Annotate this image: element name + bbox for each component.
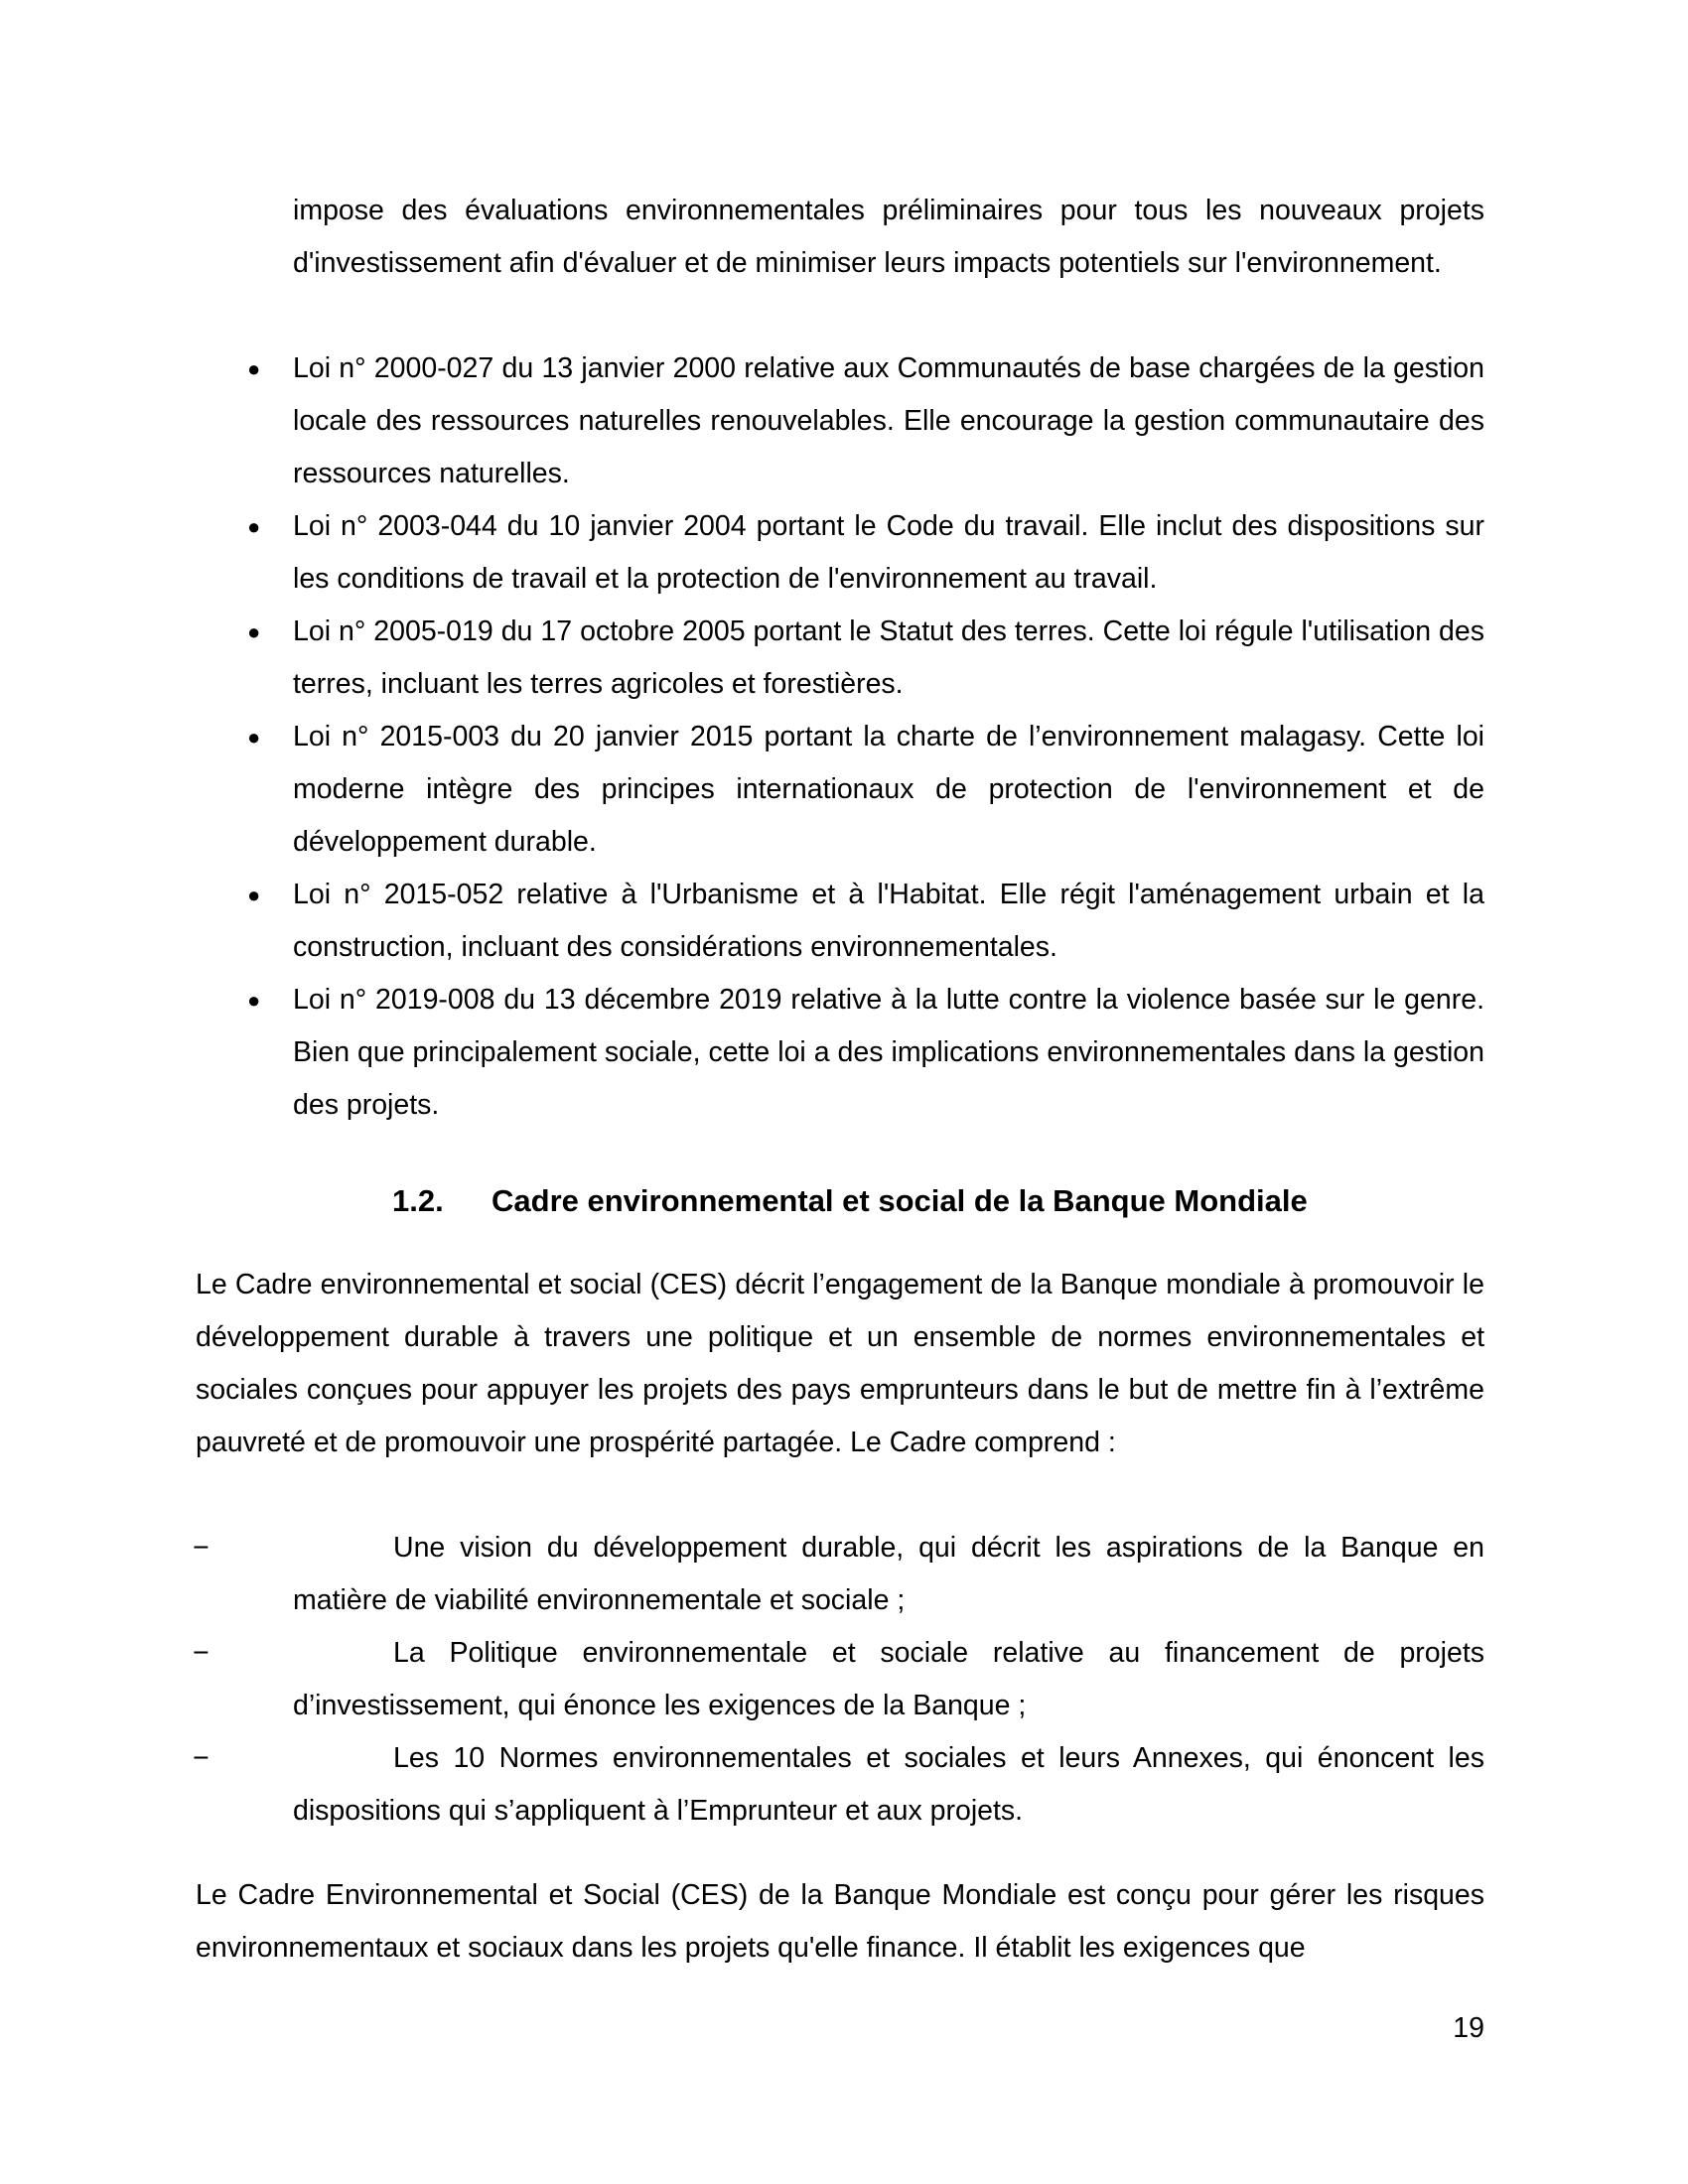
dash-icon: −: [193, 1637, 210, 1669]
section-heading: [392, 1181, 1308, 1221]
list-item-text: Loi n° 2019-008 du 13 décembre 2019 relative à la lutte contre la violence basée sur le genre. Bien que principalement sociale, cette loi a des implications environnementales dans la gestion des projets.: [293, 984, 1484, 1121]
list-item-text: Loi n° 2015-003 du 20 janvier 2015 portant la charte de l’environnement malagasy. Cette loi moderne intègre des principes internationaux de protection de l'environnement et de développement durable.: [293, 721, 1484, 858]
list-item-text: Les 10 Normes environnementales et sociales et leurs Annexes, qui énoncent les dispositions qui s’appliquent à l’Emprunteur et aux projets.: [293, 1742, 1484, 1827]
list-item: [193, 1732, 1484, 1838]
list-item-text: Loi n° 2005-019 du 17 octobre 2005 portant le Statut des terres. Cette loi régule l'utilisation des terres, incluant les terres agricoles et forestières.: [293, 615, 1484, 700]
list-item: [247, 500, 1484, 606]
dash-icon: −: [193, 1742, 210, 1774]
list-item-text: Loi n° 2000-027 du 13 janvier 2000 relative aux Communautés de base chargées de la gestion locale des ressources naturelles renouvelables. Elle encourage la gestion communautaire des ressources naturelles.: [293, 352, 1484, 489]
list-item: [247, 869, 1484, 974]
law-bullet-list: [247, 342, 1484, 1132]
list-item-text: Loi n° 2015-052 relative à l'Urbanisme et à l'Habitat. Elle régit l'aménagement urbain et la construction, incluant des considérations environnementales.: [293, 879, 1484, 963]
bullet-icon: ●: [247, 988, 261, 1013]
bullet-icon: ●: [247, 883, 261, 907]
continuation-paragraph: impose des évaluations environnementales préliminaires pour tous les nouveaux projets d'investissement afin d'évaluer et de minimiser leurs impacts potentiels sur l'environnement.: [293, 195, 1484, 279]
bullet-icon: ●: [247, 356, 261, 381]
list-item-text: La Politique environnementale et sociale relative au financement de projets d’investissement, qui énonce les exigences de la Banque ;: [293, 1637, 1484, 1721]
list-item: [247, 974, 1484, 1132]
bullet-icon: ●: [247, 725, 261, 750]
list-item: [193, 1522, 1484, 1627]
list-item: [247, 711, 1484, 869]
page-number: 19: [1453, 2012, 1484, 2044]
list-item-text: Loi n° 2003-044 du 10 janvier 2004 portant le Code du travail. Elle inclut des dispositions sur les conditions de travail et la protection de l'environnement au travail.: [293, 510, 1484, 595]
dash-icon: −: [193, 1532, 210, 1564]
list-item: [247, 342, 1484, 500]
bullet-icon: ●: [247, 514, 261, 539]
list-item: [193, 1627, 1484, 1732]
section-number: 1.2.: [392, 1183, 444, 1218]
list-item: [247, 606, 1484, 711]
intro-paragraph: Le Cadre environnemental et social (CES) décrit l’engagement de la Banque mondiale à promouvoir le développement durable à travers une politique et un ensemble de normes environnementales et sociales conçues pour appuyer les projets des pays emprunteurs dans le but de mettre fin à l’extrême pauvreté et de promouvoir une prospérité partagée. Le Cadre comprend :: [196, 1269, 1484, 1458]
section-title: Cadre environnemental et social de la Banque Mondiale: [492, 1183, 1308, 1218]
framework-dash-list: [193, 1522, 1484, 1838]
closing-paragraph: Le Cadre Environnemental et Social (CES) de la Banque Mondiale est conçu pour gérer les risques environnementaux et sociaux dans les projets qu'elle finance. Il établit les exigences que: [196, 1879, 1484, 1964]
list-item-text: Une vision du développement durable, qui décrit les aspirations de la Banque en matière de viabilité environnementale et sociale ;: [293, 1532, 1484, 1616]
bullet-icon: ●: [247, 619, 261, 644]
